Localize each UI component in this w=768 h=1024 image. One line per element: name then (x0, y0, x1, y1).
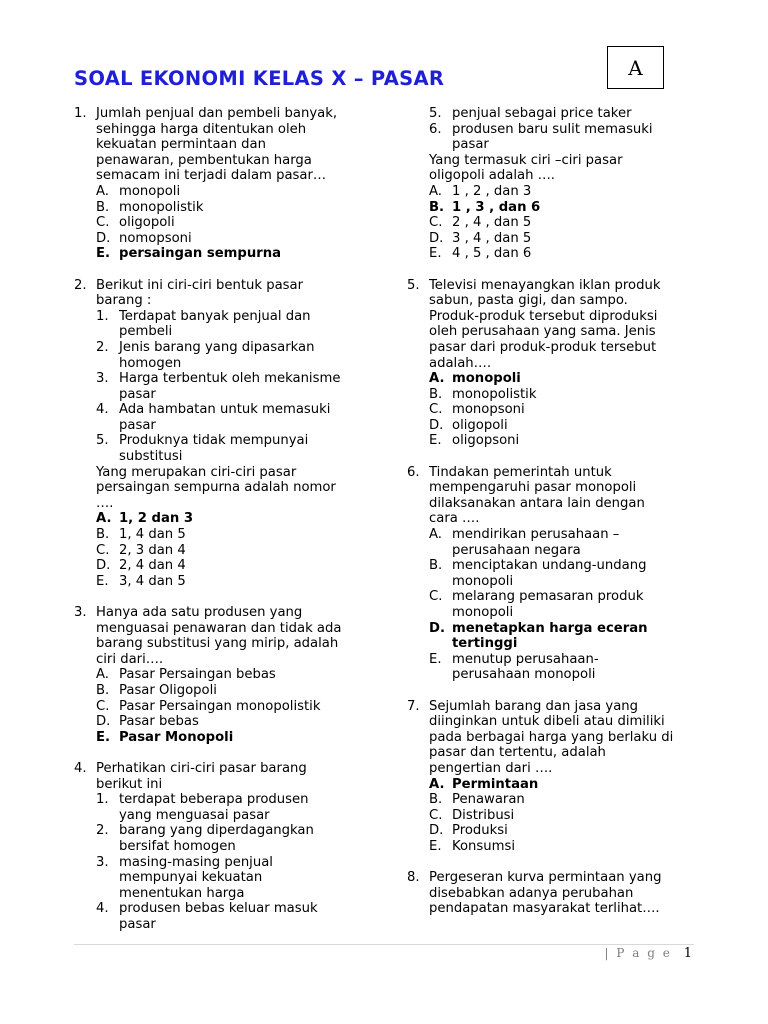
item-label: 2. (96, 823, 109, 839)
option-text: 2 , 4 , dan 5 (452, 215, 532, 231)
left-column (74, 106, 374, 948)
page-title: SOAL EKONOMI KELAS X – PASAR (74, 67, 445, 90)
item-label: 1. (96, 308, 109, 324)
question-number: 3. (74, 605, 87, 620)
option-a-correct (429, 371, 707, 387)
option-label: E. (96, 573, 109, 589)
option-c (429, 808, 707, 824)
option-text: 1, 4 dan 5 (119, 527, 186, 543)
question-text-line: pasar dari produk-produk tersebut (429, 339, 657, 355)
option-label: A. (429, 371, 445, 387)
option-d (96, 714, 374, 730)
item-label: 1. (96, 792, 109, 808)
option-label: B. (429, 386, 443, 402)
question-prompt-line: Yang termasuk ciri –ciri pasar (429, 152, 623, 168)
option-d (429, 418, 707, 434)
option-c (429, 402, 707, 418)
option-a-correct (429, 777, 707, 793)
option-label: C. (96, 215, 110, 231)
option-a (429, 184, 707, 200)
option-text-line: melarang pemasaran produk (452, 589, 644, 605)
option-e-correct (96, 730, 374, 746)
question-text-line: Tindakan pemerintah untuk (429, 464, 612, 480)
option-label: E. (96, 246, 111, 262)
question-5 (407, 278, 707, 450)
option-c (429, 215, 707, 231)
option-label: B. (96, 527, 110, 543)
option-label: E. (429, 838, 442, 854)
question-text-line: adalah…. (429, 355, 492, 371)
option-b (429, 792, 707, 808)
question-text-line: sabun, pasta gigi, dan sampo. (429, 293, 628, 309)
question-text-line: Jumlah penjual dan pembeli banyak, (96, 106, 338, 121)
option-label: B. (96, 199, 110, 215)
option-a (96, 667, 374, 683)
option-label: A. (429, 776, 445, 792)
option-text: Pasar Monopoli (119, 729, 234, 745)
option-label: A. (96, 511, 112, 527)
question-text-line: barang : (96, 293, 152, 309)
option-text: monopoli (452, 371, 521, 387)
item-text-line: substitusi (119, 449, 183, 465)
statement-item (96, 823, 374, 854)
item-text-line: penjual sebagai price taker (452, 106, 632, 121)
option-c (429, 589, 707, 620)
item-text-line: pasar (452, 137, 489, 153)
option-text: 3 , 4 , dan 5 (452, 230, 532, 246)
question-text-line: pasar dan tertentu, adalah (429, 745, 606, 761)
question-number: 7. (407, 698, 420, 714)
option-text-line: menetapkan harga eceran (452, 620, 648, 636)
option-text: persaingan sempurna (119, 246, 282, 262)
question-3 (74, 605, 374, 745)
question-6 (407, 465, 707, 683)
option-text: 4 , 5 , dan 6 (452, 246, 532, 262)
option-d (429, 231, 707, 247)
question-text-line: Sejumlah barang dan jasa yang (429, 698, 639, 714)
option-a (96, 184, 374, 200)
page-footer (605, 946, 692, 961)
option-label: D. (96, 558, 111, 574)
question-text-line: Pergeseran kurva permintaan yang (429, 870, 662, 886)
question-text-line: sehingga harga ditentukan oleh (96, 121, 307, 137)
question-text-line: Televisi menayangkan iklan produk (429, 277, 661, 293)
option-text: 2, 4 dan 4 (119, 558, 186, 574)
option-text: oligopsoni (452, 433, 520, 449)
item-text-line: produsen baru sulit memasuki (452, 121, 653, 137)
question-text-line: diinginkan untuk dibeli atau dimiliki (429, 714, 665, 730)
item-label: 4. (96, 402, 109, 418)
question-number: 8. (407, 870, 420, 886)
item-text-line: pasar (119, 916, 156, 932)
statement-item (96, 792, 374, 823)
question-7 (407, 699, 707, 855)
item-text-line: pasar (119, 417, 156, 433)
option-text: nomopsoni (119, 230, 192, 246)
item-label: 5. (96, 433, 109, 449)
option-label: D. (429, 823, 444, 839)
item-text-line: pasar (119, 386, 156, 402)
option-d-correct (429, 621, 707, 652)
option-e (429, 246, 707, 262)
option-text: 2, 3 dan 4 (119, 542, 186, 558)
item-text-line: Produknya tidak mempunyai (119, 433, 309, 449)
option-c (96, 215, 374, 231)
option-e (429, 839, 707, 855)
item-text-line: homogen (119, 355, 182, 371)
question-text-line: barang substitusi yang mirip, adalah (96, 636, 339, 652)
item-text-line: barang yang diperdagangkan (119, 823, 314, 839)
item-text-line: Terdapat banyak penjual dan (119, 308, 311, 324)
item-text-line: terdapat beberapa produsen (119, 792, 309, 808)
question-text-line: Berikut ini ciri-ciri bentuk pasar (96, 277, 304, 293)
option-text-line: perusahaan negara (452, 542, 581, 558)
option-text-line: monopoli (452, 605, 514, 620)
option-text-line: tertinggi (452, 636, 518, 652)
option-b (96, 527, 374, 543)
option-label: C. (96, 542, 110, 558)
option-b (429, 558, 707, 589)
question-text-line: cara …. (429, 511, 480, 527)
question-text-line: penawaran, pembentukan harga (96, 152, 312, 168)
option-text: Permintaan (452, 776, 539, 792)
question-prompt-line: oligopoli adalah …. (429, 168, 556, 184)
option-text: Pasar bebas (119, 714, 199, 730)
question-text-line: kekuatan permintaan dan (96, 137, 266, 153)
item-label: 3. (96, 371, 109, 387)
option-label: B. (429, 558, 443, 574)
question-text-line: Perhatikan ciri-ciri pasar barang (96, 760, 307, 776)
option-label: A. (429, 527, 442, 543)
option-a-correct (96, 511, 374, 527)
question-text-line: dilaksanakan antara lain dengan (429, 495, 645, 511)
option-b (96, 683, 374, 699)
question-text-line: oleh perusahaan yang sama. Jenis (429, 324, 656, 340)
option-text: monopsoni (452, 402, 525, 418)
option-label: D. (96, 230, 111, 246)
page-number: 1 (683, 946, 692, 961)
option-b (429, 387, 707, 403)
option-text: Pasar Oligopoli (119, 682, 217, 698)
option-text: Produksi (452, 823, 508, 839)
statement-item (96, 901, 374, 932)
option-text-line: monopoli (452, 573, 514, 589)
option-text: monopolistik (119, 199, 204, 215)
option-label: D. (429, 417, 444, 433)
question-prompt-line: persaingan sempurna adalah nomor (96, 480, 336, 496)
option-b-correct (429, 200, 707, 216)
item-text-line: masing-masing penjual (119, 854, 273, 870)
option-text: Pasar Persaingan monopolistik (119, 698, 321, 714)
option-label: C. (429, 807, 443, 823)
question-4 (74, 761, 374, 933)
option-label: C. (429, 589, 443, 605)
option-label: C. (429, 215, 443, 231)
question-text-line: Produk-produk tersebut diproduksi (429, 308, 658, 324)
question-number: 5. (407, 277, 420, 293)
statement-item (96, 309, 374, 340)
question-text-line: berikut ini (96, 776, 163, 792)
option-d (429, 823, 707, 839)
question-text-line: mempengaruhi pasar monopoli (429, 480, 637, 496)
option-label: D. (429, 230, 444, 246)
item-text-line: pembeli (119, 324, 173, 340)
item-text-line: Ada hambatan untuk memasuki (119, 402, 331, 418)
option-label: E. (429, 433, 442, 449)
item-text-line: menentukan harga (119, 885, 245, 901)
item-label: 6. (429, 121, 442, 137)
option-text-line: mendirikan perusahaan – (452, 527, 620, 543)
question-text-line: semacam ini terjadi dalam pasar… (96, 168, 327, 184)
question-text-line: ciri dari…. (96, 651, 164, 667)
question-prompt-line: Yang merupakan ciri-ciri pasar (96, 464, 297, 480)
question-text-line: pendapatan masyarakat terlihat…. (429, 901, 660, 917)
item-text-line: mempunyai kekuatan (119, 870, 263, 886)
option-text: 1 , 2 , dan 3 (452, 183, 532, 199)
question-text-line: pada berbagai harga yang berlaku di (429, 729, 674, 745)
option-label: B. (96, 682, 110, 698)
option-label: B. (429, 792, 443, 808)
option-label: A. (429, 183, 442, 199)
option-e (429, 652, 707, 683)
question-text-line: menguasai penawaran dan tidak ada (96, 620, 342, 636)
option-text: Pasar Persaingan bebas (119, 667, 276, 683)
option-text: Penawaran (452, 792, 525, 808)
footer-separator: | (604, 946, 611, 960)
statement-item (96, 340, 374, 371)
option-e (429, 433, 707, 449)
option-text: oligopoli (119, 215, 175, 231)
question-text-line: disebabkan adanya perubahan (429, 885, 634, 901)
option-label: D. (429, 620, 445, 636)
option-label: A. (96, 667, 109, 683)
option-text-line: menciptakan undang-undang (452, 558, 647, 574)
option-label: A. (96, 183, 109, 199)
option-label: B. (429, 199, 445, 215)
option-a (429, 527, 707, 558)
option-text: 1, 2 dan 3 (119, 511, 194, 527)
question-text-line: pengertian dari …. (429, 760, 553, 776)
option-d (96, 231, 374, 247)
option-label: C. (429, 402, 443, 418)
option-text: Distribusi (452, 807, 515, 823)
option-text: 1 , 3 , dan 6 (452, 199, 541, 215)
item-label: 2. (96, 339, 109, 355)
option-label: E. (429, 651, 442, 667)
item-label: 3. (96, 854, 109, 870)
option-text: Konsumsi (452, 838, 516, 854)
option-b (96, 200, 374, 216)
question-prompt-line: …. (96, 495, 114, 511)
item-text-line: produsen bebas keluar masuk (119, 901, 318, 917)
option-label: C. (96, 698, 110, 714)
statement-item (96, 402, 374, 433)
question-number: 1. (74, 106, 87, 121)
question-number: 6. (407, 464, 420, 480)
question-4-continued (407, 106, 707, 262)
question-1 (74, 106, 374, 262)
question-text-line: Hanya ada satu produsen yang (96, 605, 303, 620)
statement-item (429, 106, 707, 122)
right-column (407, 106, 707, 932)
option-text: oligopoli (452, 417, 508, 433)
item-text-line: yang menguasai pasar (119, 807, 270, 823)
item-text-line: Jenis barang yang dipasarkan (119, 339, 315, 355)
statement-item (429, 122, 707, 153)
question-2 (74, 278, 374, 590)
item-text-line: bersifat homogen (119, 838, 236, 854)
question-number: 2. (74, 277, 87, 293)
option-text-line: perusahaan monopoli (452, 667, 596, 683)
question-8 (407, 870, 707, 917)
option-text-line: menutup perusahaan- (452, 651, 599, 667)
option-text: 3, 4 dan 5 (119, 573, 186, 589)
statement-item (96, 433, 374, 464)
option-c (96, 699, 374, 715)
option-text: monopoli (119, 183, 181, 199)
option-e (96, 574, 374, 590)
option-label: D. (96, 714, 111, 730)
option-d (96, 558, 374, 574)
item-label: 5. (429, 106, 442, 121)
option-e-correct (96, 246, 374, 262)
item-text-line: Harga terbentuk oleh mekanisme (119, 371, 341, 387)
footer-divider (74, 944, 694, 945)
option-text: monopolistik (452, 386, 537, 402)
item-label: 4. (96, 901, 109, 917)
option-c (96, 543, 374, 559)
version-box: A (607, 46, 664, 89)
option-label: E. (429, 246, 442, 262)
statement-item (96, 855, 374, 902)
footer-page-word: P a g e (616, 946, 672, 960)
option-label: E. (96, 729, 111, 745)
question-number: 4. (74, 760, 87, 776)
statement-item (96, 371, 374, 402)
